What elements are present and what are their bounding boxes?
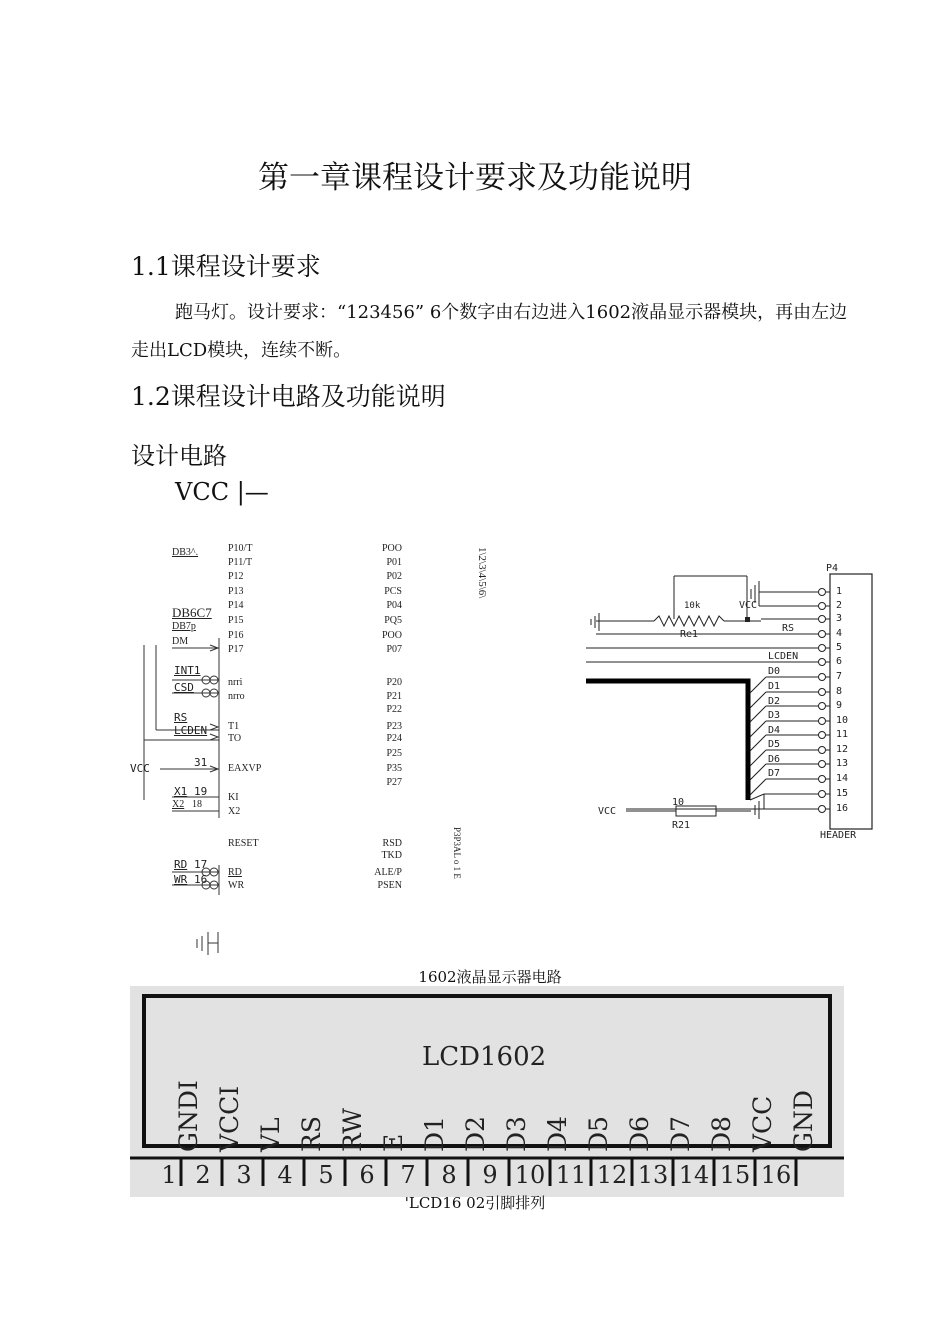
header-schematic: [586, 563, 876, 845]
header-signal-label: D6: [768, 754, 781, 765]
mcu-pin-label: PQ5: [384, 615, 402, 626]
lcd-pin-name: D4: [543, 1116, 572, 1152]
header-pin-number: 10: [836, 715, 849, 726]
lcd-pin-number: 6: [359, 1161, 375, 1189]
lcd-pin-name: D3: [502, 1116, 531, 1152]
section-heading-1-1: 1.1课程设计要求: [131, 252, 321, 281]
mcu-pin-label: RSD: [382, 838, 402, 849]
wire-label: RD: [174, 858, 188, 871]
mcu-pin-label: P24: [386, 733, 402, 744]
mcu-pin-label: P21: [386, 691, 402, 702]
header-pin-number: 15: [836, 788, 849, 799]
lcd-pin-name: VCCI: [215, 1085, 244, 1152]
header-pin-number: 16: [836, 803, 849, 814]
lcd-pin-name: RS: [297, 1116, 326, 1152]
mcu-pin-label: P16: [228, 630, 244, 641]
lcd-pin-name: D1: [420, 1116, 449, 1152]
header-signal-label: D3: [768, 710, 781, 721]
lcd-pin-number: 8: [441, 1161, 457, 1189]
lcd-pin-number: 12: [596, 1161, 628, 1189]
wire-label: DM: [172, 636, 189, 647]
header-pin-number: 12: [836, 744, 849, 755]
circuit-caption: 1602液晶显示器电路: [418, 968, 562, 986]
lcd-pin-number: 4: [277, 1161, 293, 1189]
lcd1602-pinout-image: [130, 986, 844, 1197]
lcd-pin-name: GND: [789, 1090, 818, 1152]
mcu-pin-label: P11/T: [228, 557, 253, 568]
wire-label: DB7p: [172, 621, 196, 632]
lcd-pin-name: D6: [625, 1116, 654, 1152]
vcc-label: VCC: [739, 600, 758, 611]
lcd-pin-number: 1: [161, 1161, 177, 1189]
mcu-schematic-lines: [130, 535, 490, 965]
mcu-pin-label: X2: [228, 806, 241, 817]
lcd-pin-number: 9: [482, 1161, 498, 1189]
header-pin-number: 2: [836, 600, 843, 611]
vcc-label: VCC |—: [175, 478, 269, 506]
mcu-pin-label: TO: [228, 733, 242, 744]
header-schematic-lines: [586, 563, 876, 845]
header-signal-label: D7: [768, 768, 781, 779]
header-pin-number: 9: [836, 700, 843, 711]
wire-label: 18: [192, 799, 202, 810]
lcd-pin-number: 3: [236, 1161, 252, 1189]
resistor-value: 10: [672, 797, 685, 808]
mcu-pin-label: EAXVP: [228, 763, 262, 774]
mcu-pin-label: P07: [386, 644, 402, 655]
lcd-pin-name: VCC: [748, 1095, 777, 1152]
header-pin-number: 8: [836, 686, 843, 697]
lcd-pin-name: D5: [584, 1116, 613, 1152]
wire-label: WR: [174, 873, 188, 886]
header-pin-number: 11: [836, 729, 849, 740]
mcu-pin-label: PSEN: [377, 880, 402, 891]
wire-label: VCC: [130, 762, 150, 775]
header-signal-label: D1: [768, 681, 781, 692]
header-signal-label: D0: [768, 666, 781, 677]
wire-label: INT1: [174, 664, 201, 677]
mcu-schematic: [130, 535, 490, 965]
lcd-pin-number: 10: [514, 1161, 546, 1189]
header-pin-number: 13: [836, 758, 849, 769]
header-title: P4: [826, 563, 839, 574]
lcd-pin-number: 2: [195, 1161, 211, 1189]
header-signal-label: D4: [768, 725, 781, 736]
mcu-pin-label: P02: [386, 571, 402, 582]
mcu-pin-label: P14: [228, 600, 244, 611]
chapter-title: 第一章课程设计要求及功能说明: [258, 160, 692, 196]
wire-label: CSD: [174, 681, 194, 694]
section-heading-1-2: 1.2课程设计电路及功能说明: [131, 382, 446, 411]
wire-label: DB6C7: [172, 605, 212, 620]
bus-vertical-label: 1\2\3\4\5\6\: [476, 547, 488, 599]
header-pin-number: 6: [836, 656, 843, 667]
mcu-pin-label: P10/T: [228, 543, 253, 554]
mcu-pin-label: P23: [386, 721, 402, 732]
lcd-pin-name: D8: [707, 1116, 736, 1152]
lcd-module-name: LCD1602: [422, 1042, 547, 1072]
lcd-pin-number: 7: [400, 1161, 416, 1189]
mcu-pin-label: nrro: [228, 691, 245, 702]
mcu-pin-label: P17: [228, 644, 244, 655]
mcu-pin-label: T1: [228, 721, 240, 732]
vcc-label: VCC: [598, 806, 617, 817]
design-circuit-heading: 设计电路: [131, 442, 227, 470]
header-pin-number: 1: [836, 586, 843, 597]
header-signal-label: RS: [782, 623, 795, 634]
lcd-pin-name: D2: [461, 1116, 490, 1152]
lcd-pin-number: 15: [719, 1161, 751, 1189]
mcu-pin-label: P35: [386, 763, 402, 774]
wire-label: 16: [194, 873, 208, 886]
wire-label: X2: [172, 799, 185, 810]
mcu-pin-label: TKD: [381, 850, 402, 861]
mcu-pin-label: P15: [228, 615, 244, 626]
lcd-pin-number: 11: [555, 1161, 587, 1189]
wire-label: 19: [194, 785, 208, 798]
mcu-pin-label: POO: [381, 630, 402, 641]
lcd-pin-name: D7: [666, 1116, 695, 1152]
resistor-name: R21: [672, 820, 691, 831]
resistor-value: 10k: [684, 601, 701, 611]
header-pin-number: 4: [836, 628, 843, 639]
resistor-name: Re1: [680, 629, 699, 640]
mcu-pin-label: P13: [228, 586, 244, 597]
header-pin-number: 3: [836, 613, 843, 624]
lcd-pin-name: GNDI: [174, 1080, 203, 1152]
mcu-pin-label: POO: [381, 543, 402, 554]
lcd-pin-name: VL: [256, 1117, 285, 1152]
mcu-pin-label: P12: [228, 571, 244, 582]
mcu-pin-label: WR: [228, 880, 245, 891]
wire-label: 31: [194, 756, 208, 769]
mcu-pin-label: KI: [228, 792, 239, 803]
mcu-pin-label: P27: [386, 777, 402, 788]
mcu-pin-label: P22: [386, 704, 402, 715]
lcd-pin-number: 16: [760, 1161, 792, 1189]
mcu-pin-label: RD: [228, 867, 242, 878]
mcu-pin-label: PCS: [384, 586, 402, 597]
mcu-pin-label: RESET: [228, 838, 259, 849]
mcu-pin-label: P20: [386, 677, 402, 688]
requirements-paragraph: 跑马灯。设计要求：“123456” 6个数字由右边进入1602液晶显示器模块，再由左边走出LCD模块，连续不断。: [131, 302, 848, 361]
mcu-pin-label: P25: [386, 748, 402, 759]
lcd-pin-number: 13: [637, 1161, 669, 1189]
header-signal-label: D2: [768, 696, 781, 707]
header-pin-number: 14: [836, 773, 849, 784]
bus-vertical-label: P3P3AL o 1 E: [452, 827, 462, 879]
mcu-pin-label: nrri: [228, 677, 243, 688]
header-footer: HEADER: [820, 830, 857, 841]
wire-label: 17: [194, 858, 208, 871]
wire-label: LCDEN: [174, 724, 208, 737]
wire-label: X1: [174, 785, 188, 798]
wire-label: RS: [174, 711, 188, 724]
header-signal-label: LCDEN: [768, 651, 799, 662]
header-pin-number: 5: [836, 642, 843, 653]
wire-label: DB3^.: [172, 547, 199, 558]
mcu-pin-label: P04: [386, 600, 402, 611]
lcd-pin-number: 14: [678, 1161, 710, 1189]
mcu-pin-label: P01: [386, 557, 402, 568]
header-pin-number: 7: [836, 671, 843, 682]
mcu-pin-label: ALE/P: [374, 867, 402, 878]
header-signal-label: D5: [768, 739, 781, 750]
lcd-pin-number: 5: [318, 1161, 334, 1189]
lcd-pin-name: E: [379, 1133, 408, 1152]
lcd-caption: 'LCD16 02引脚排列: [404, 1194, 546, 1212]
lcd-pin-name: RW: [338, 1108, 367, 1152]
